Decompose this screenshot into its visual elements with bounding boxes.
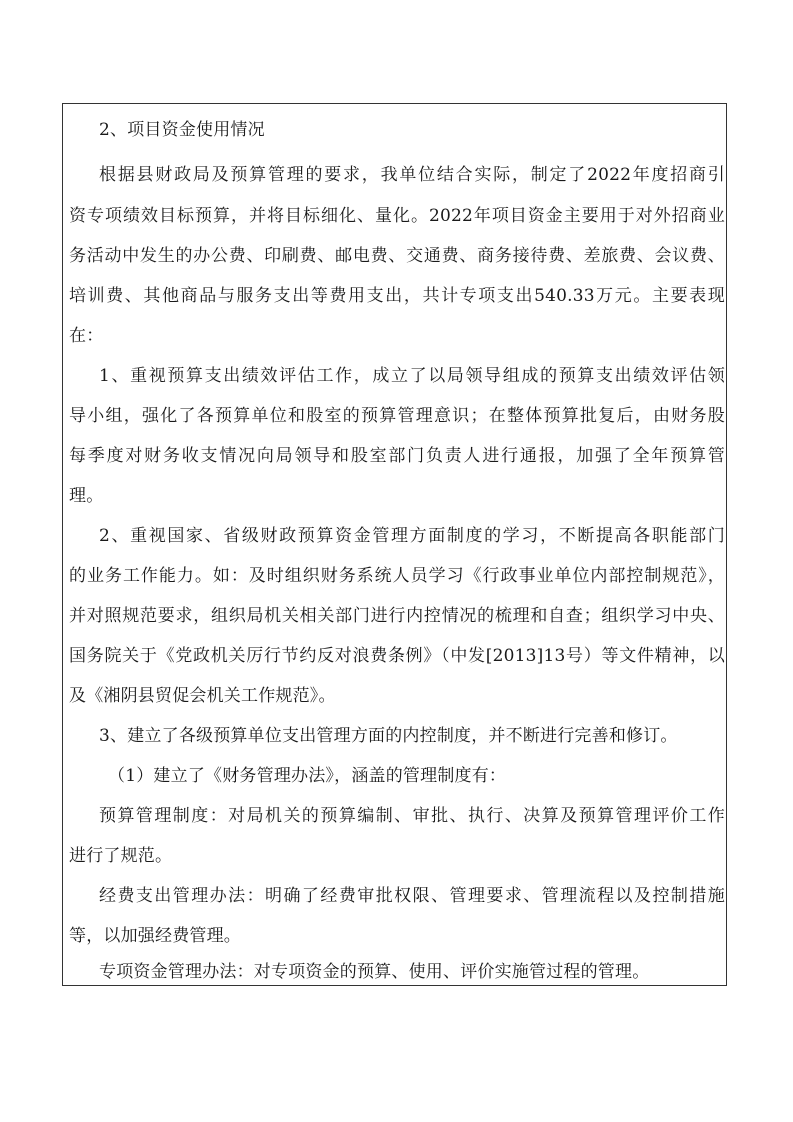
point3-line: 3、建立了各级预算单位支出管理方面的内控制度，并不断进行完善和修订。 bbox=[99, 726, 678, 746]
intro-line-3: 务活动中发生的办公费、印刷费、邮电费、交通费、商务接待费、差旅费、会议费、 bbox=[69, 246, 725, 266]
point2-line-5: 及《湘阴县贸促会机关工作规范》。 bbox=[69, 686, 336, 706]
budget-mgmt-line-2: 进行了规范。 bbox=[69, 846, 173, 866]
section-heading: 2、项目资金使用情况 bbox=[99, 120, 265, 140]
intro-line-4: 培训费、其他商品与服务支出等费用支出，共计专项支出540.33万元。主要表现 bbox=[69, 286, 725, 306]
special-funds-line: 专项资金管理办法：对专项资金的预算、使用、评价实施管过程的管理。 bbox=[99, 962, 650, 982]
point2-line-3: 并对照规范要求，组织局机关相关部门进行内控情况的梳理和自查；组织学习中央、 bbox=[69, 606, 725, 626]
budget-mgmt-line-1: 预算管理制度：对局机关的预算编制、审批、执行、决算及预算管理评价工作 bbox=[99, 806, 725, 826]
expense-mgmt-line-1: 经费支出管理办法：明确了经费审批权限、管理要求、管理流程以及控制措施 bbox=[99, 886, 725, 906]
point2-line-2: 的业务工作能力。如：及时组织财务系统人员学习《行政事业单位内部控制规范》， bbox=[69, 566, 725, 586]
intro-line-1: 根据县财政局及预算管理的要求，我单位结合实际，制定了2022年度招商引 bbox=[99, 165, 725, 185]
intro-line-5: 在： bbox=[69, 326, 104, 346]
point1-line-3: 每季度对财务收支情况向局领导和股室部门负责人进行通报，加强了全年预算管 bbox=[69, 446, 725, 466]
expense-mgmt-line-2: 等，以加强经费管理。 bbox=[69, 926, 241, 946]
intro-line-2: 资专项绩效目标预算，并将目标细化、量化。2022年项目资金主要用于对外招商业 bbox=[69, 206, 725, 226]
point1-line-2: 导小组，强化了各预算单位和股室的预算管理意识；在整体预算批复后，由财务股 bbox=[69, 406, 725, 426]
point1-line-4: 理。 bbox=[69, 486, 104, 506]
point2-line-1: 2、重视国家、省级财政预算资金管理方面制度的学习，不断提高各职能部门 bbox=[99, 526, 725, 546]
point2-line-4: 国务院关于《党政机关厉行节约反对浪费条例》（中发[2013]13号）等文件精神，以 bbox=[69, 646, 725, 666]
point1-line-1: 1、重视预算支出绩效评估工作，成立了以局领导组成的预算支出绩效评估领 bbox=[99, 366, 725, 386]
sub1-line: （1）建立了《财务管理办法》，涵盖的管理制度有： bbox=[108, 766, 507, 786]
